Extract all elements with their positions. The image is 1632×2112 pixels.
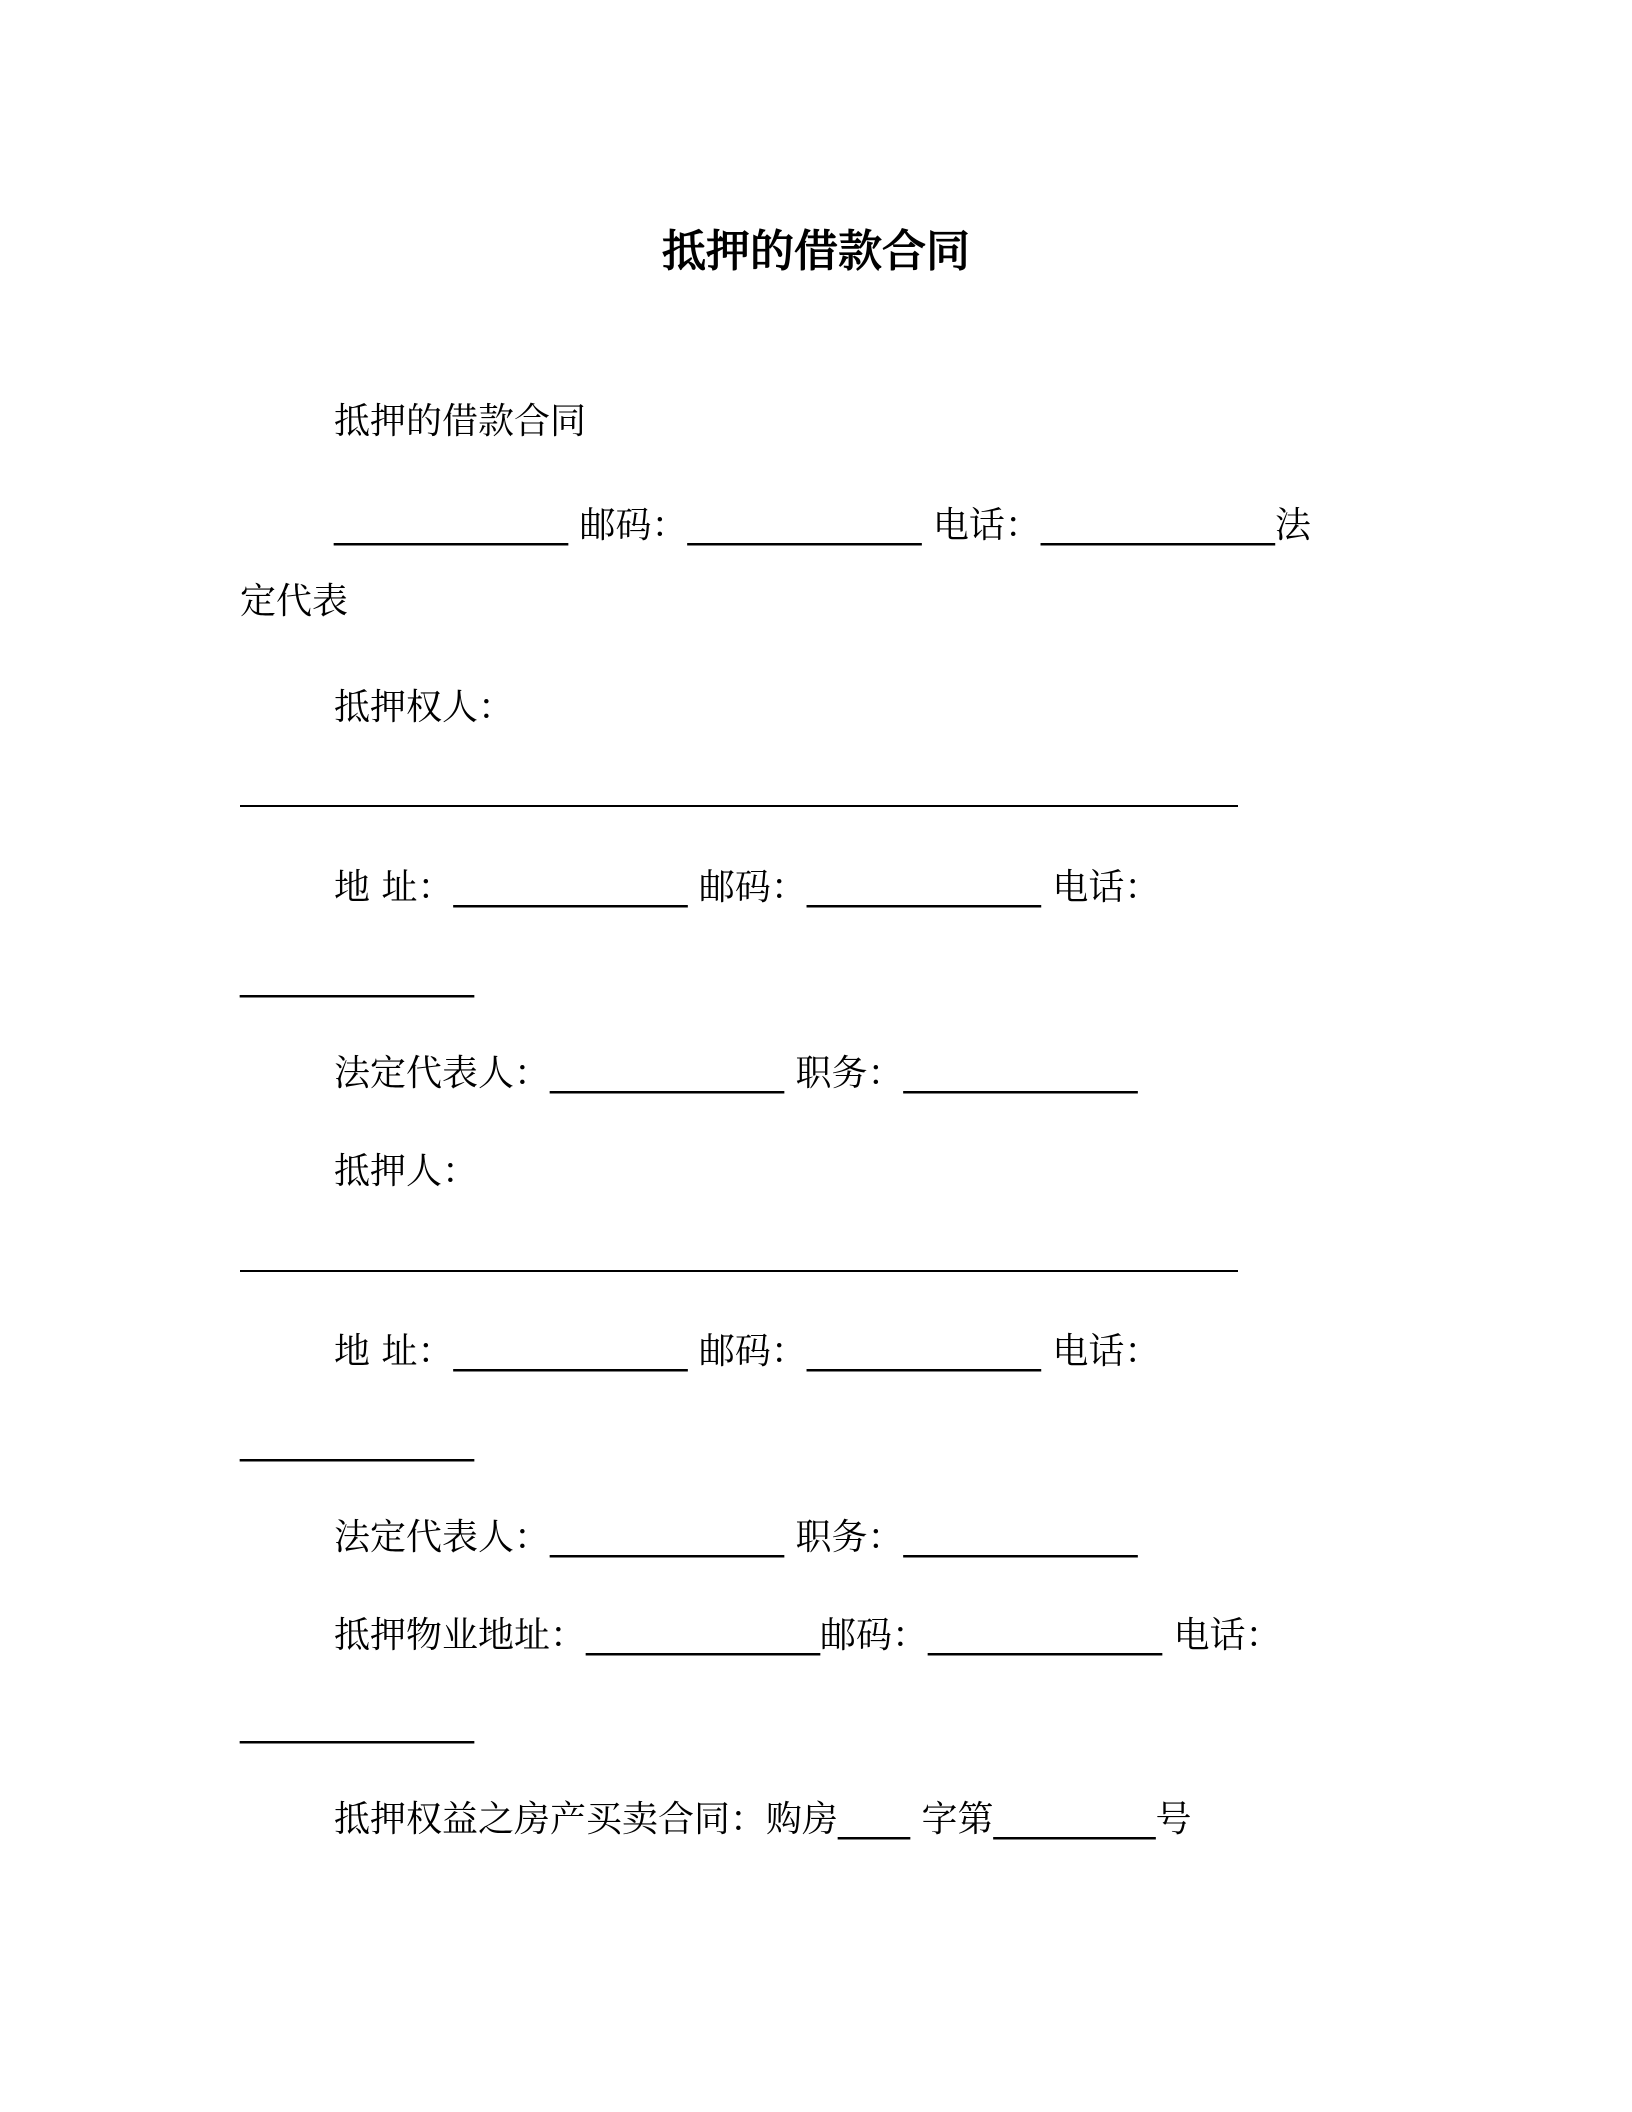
subtitle-line: 抵押的借款合同	[334, 401, 587, 442]
mortgagee-name-rule	[240, 805, 1238, 807]
mortgagee-legal-rep-line: 法定代表人：_____________ 职务：_____________	[334, 1053, 1138, 1094]
purchase-contract-line: 抵押权益之房产买卖合同：购房____ 字第_________号	[334, 1799, 1192, 1840]
document-title: 抵押的借款合同	[662, 226, 970, 277]
mortgagee-address-line: 地 址：_____________ 邮码：_____________ 电话：	[334, 867, 1161, 908]
property-address-line: 抵押物业地址：_____________邮码：_____________ 电话：	[334, 1615, 1282, 1656]
property-phone-blank: _____________	[240, 1703, 474, 1744]
mortgagor-name-rule	[240, 1270, 1238, 1272]
mortgagor-phone-blank: _____________	[240, 1421, 474, 1462]
mortgagor-address-line: 地 址：_____________ 邮码：_____________ 电话：	[334, 1331, 1161, 1372]
mortgagee-label: 抵押权人：	[334, 687, 515, 728]
mortgagor-label: 抵押人：	[334, 1151, 479, 1192]
legal-rep-continuation: 定代表	[240, 581, 349, 622]
mortgagee-phone-blank: _____________	[240, 957, 474, 998]
postcode-phone-line: _____________ 邮码：_____________ 电话：_____________法	[334, 505, 1311, 546]
mortgagor-legal-rep-line: 法定代表人：_____________ 职务：_____________	[334, 1517, 1138, 1558]
